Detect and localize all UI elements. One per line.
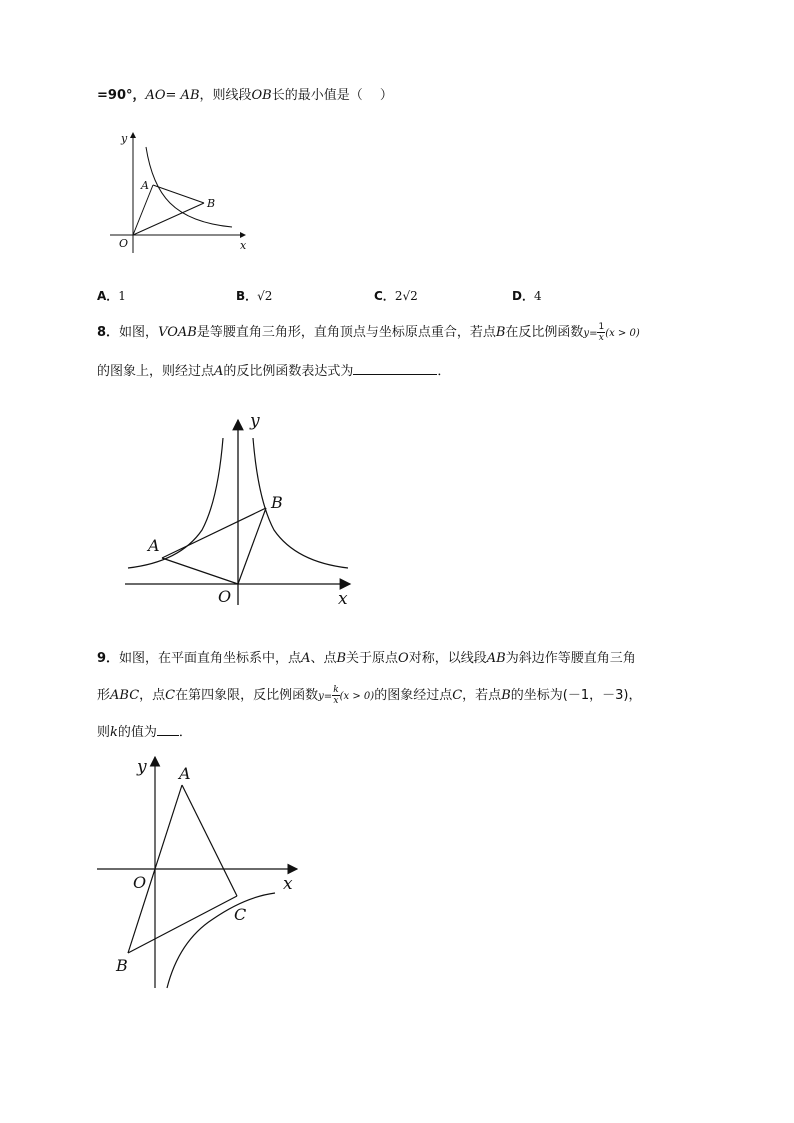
q8-label-y: y [250, 411, 260, 431]
q8-label-b: B [271, 493, 283, 512]
q9-line-bc [128, 896, 237, 953]
q9-answer-blank[interactable] [157, 723, 179, 736]
q8-figure [120, 410, 360, 610]
q7-choice-c[interactable]: C．2√2 [374, 289, 418, 303]
q9-line2: 形ABC，点C在第四象限，反比例函数y= $\frac{k}{x}$ (x > 0)的图象经过点C，若点B的坐标为(－1，－3)， [97, 685, 642, 706]
q7-text-1: =90°， [97, 88, 146, 103]
q9-coord: (－1，－3) [562, 688, 629, 703]
q9-label-y: y [137, 757, 147, 777]
q9-line-ac [182, 785, 237, 896]
q8-label-a: A [148, 536, 160, 555]
q8-triangle: VOAB [158, 325, 197, 340]
q7-line-ab [153, 185, 204, 203]
q8-line1: 8．如图，VOAB是等腰直角三角形，直角顶点与坐标原点重合，若点B在反比例函数y= $\frac{1}{x}$ (x > 0) [97, 322, 640, 343]
q7-figure [100, 125, 260, 255]
q7-label-a: A [141, 179, 149, 192]
q7-choice-a[interactable]: A．1 [97, 289, 126, 303]
q9-line3: 则k的值为 ． [97, 725, 192, 740]
q9-label-x: x [283, 874, 293, 894]
q7-ob: OB [251, 88, 272, 103]
q7-stem [97, 84, 393, 103]
q7-label-x: x [240, 239, 247, 252]
q8-curve-left [128, 438, 223, 568]
q7-label-y: y [121, 132, 128, 145]
q9-line1: 9．如图，在平面直角坐标系中，点A、点B关于原点O对称，以线段AB为斜边作等腰直角三角 [97, 651, 636, 666]
q8-func-fraction: $\frac{1}{x}$ [598, 322, 605, 343]
q7-label-b: B [207, 197, 216, 210]
q9-figure [95, 755, 305, 990]
q9-label-a: A [179, 764, 191, 783]
q7-choice-d[interactable]: D．4 [512, 289, 542, 303]
q7-text-3: 长的最小值是（ ） [271, 88, 393, 103]
q7-choice-b[interactable]: B．√2 [236, 289, 273, 303]
q7-eq: AO= AB [145, 88, 200, 103]
q8-answer-blank[interactable] [353, 362, 437, 375]
q9-number: 9． [97, 651, 120, 666]
q8-number: 8． [97, 325, 120, 340]
q8-curve-right [253, 438, 348, 568]
q8-label-o: O [218, 587, 232, 606]
q9-curve [167, 893, 275, 988]
q9-label-c: C [234, 905, 247, 924]
q9-label-o: O [133, 873, 147, 892]
q9-func-fraction: $\frac{k}{x}$ [333, 685, 339, 706]
q7-text-2: ，则线段 [199, 88, 252, 103]
q7-label-o: O [119, 237, 129, 250]
q8-label-x: x [338, 589, 348, 609]
q9-label-b: B [116, 956, 128, 975]
q8-line2: 的图象上，则经过点A的反比例函数表达式为 ． [97, 364, 451, 379]
q8-line-oa [162, 558, 238, 584]
